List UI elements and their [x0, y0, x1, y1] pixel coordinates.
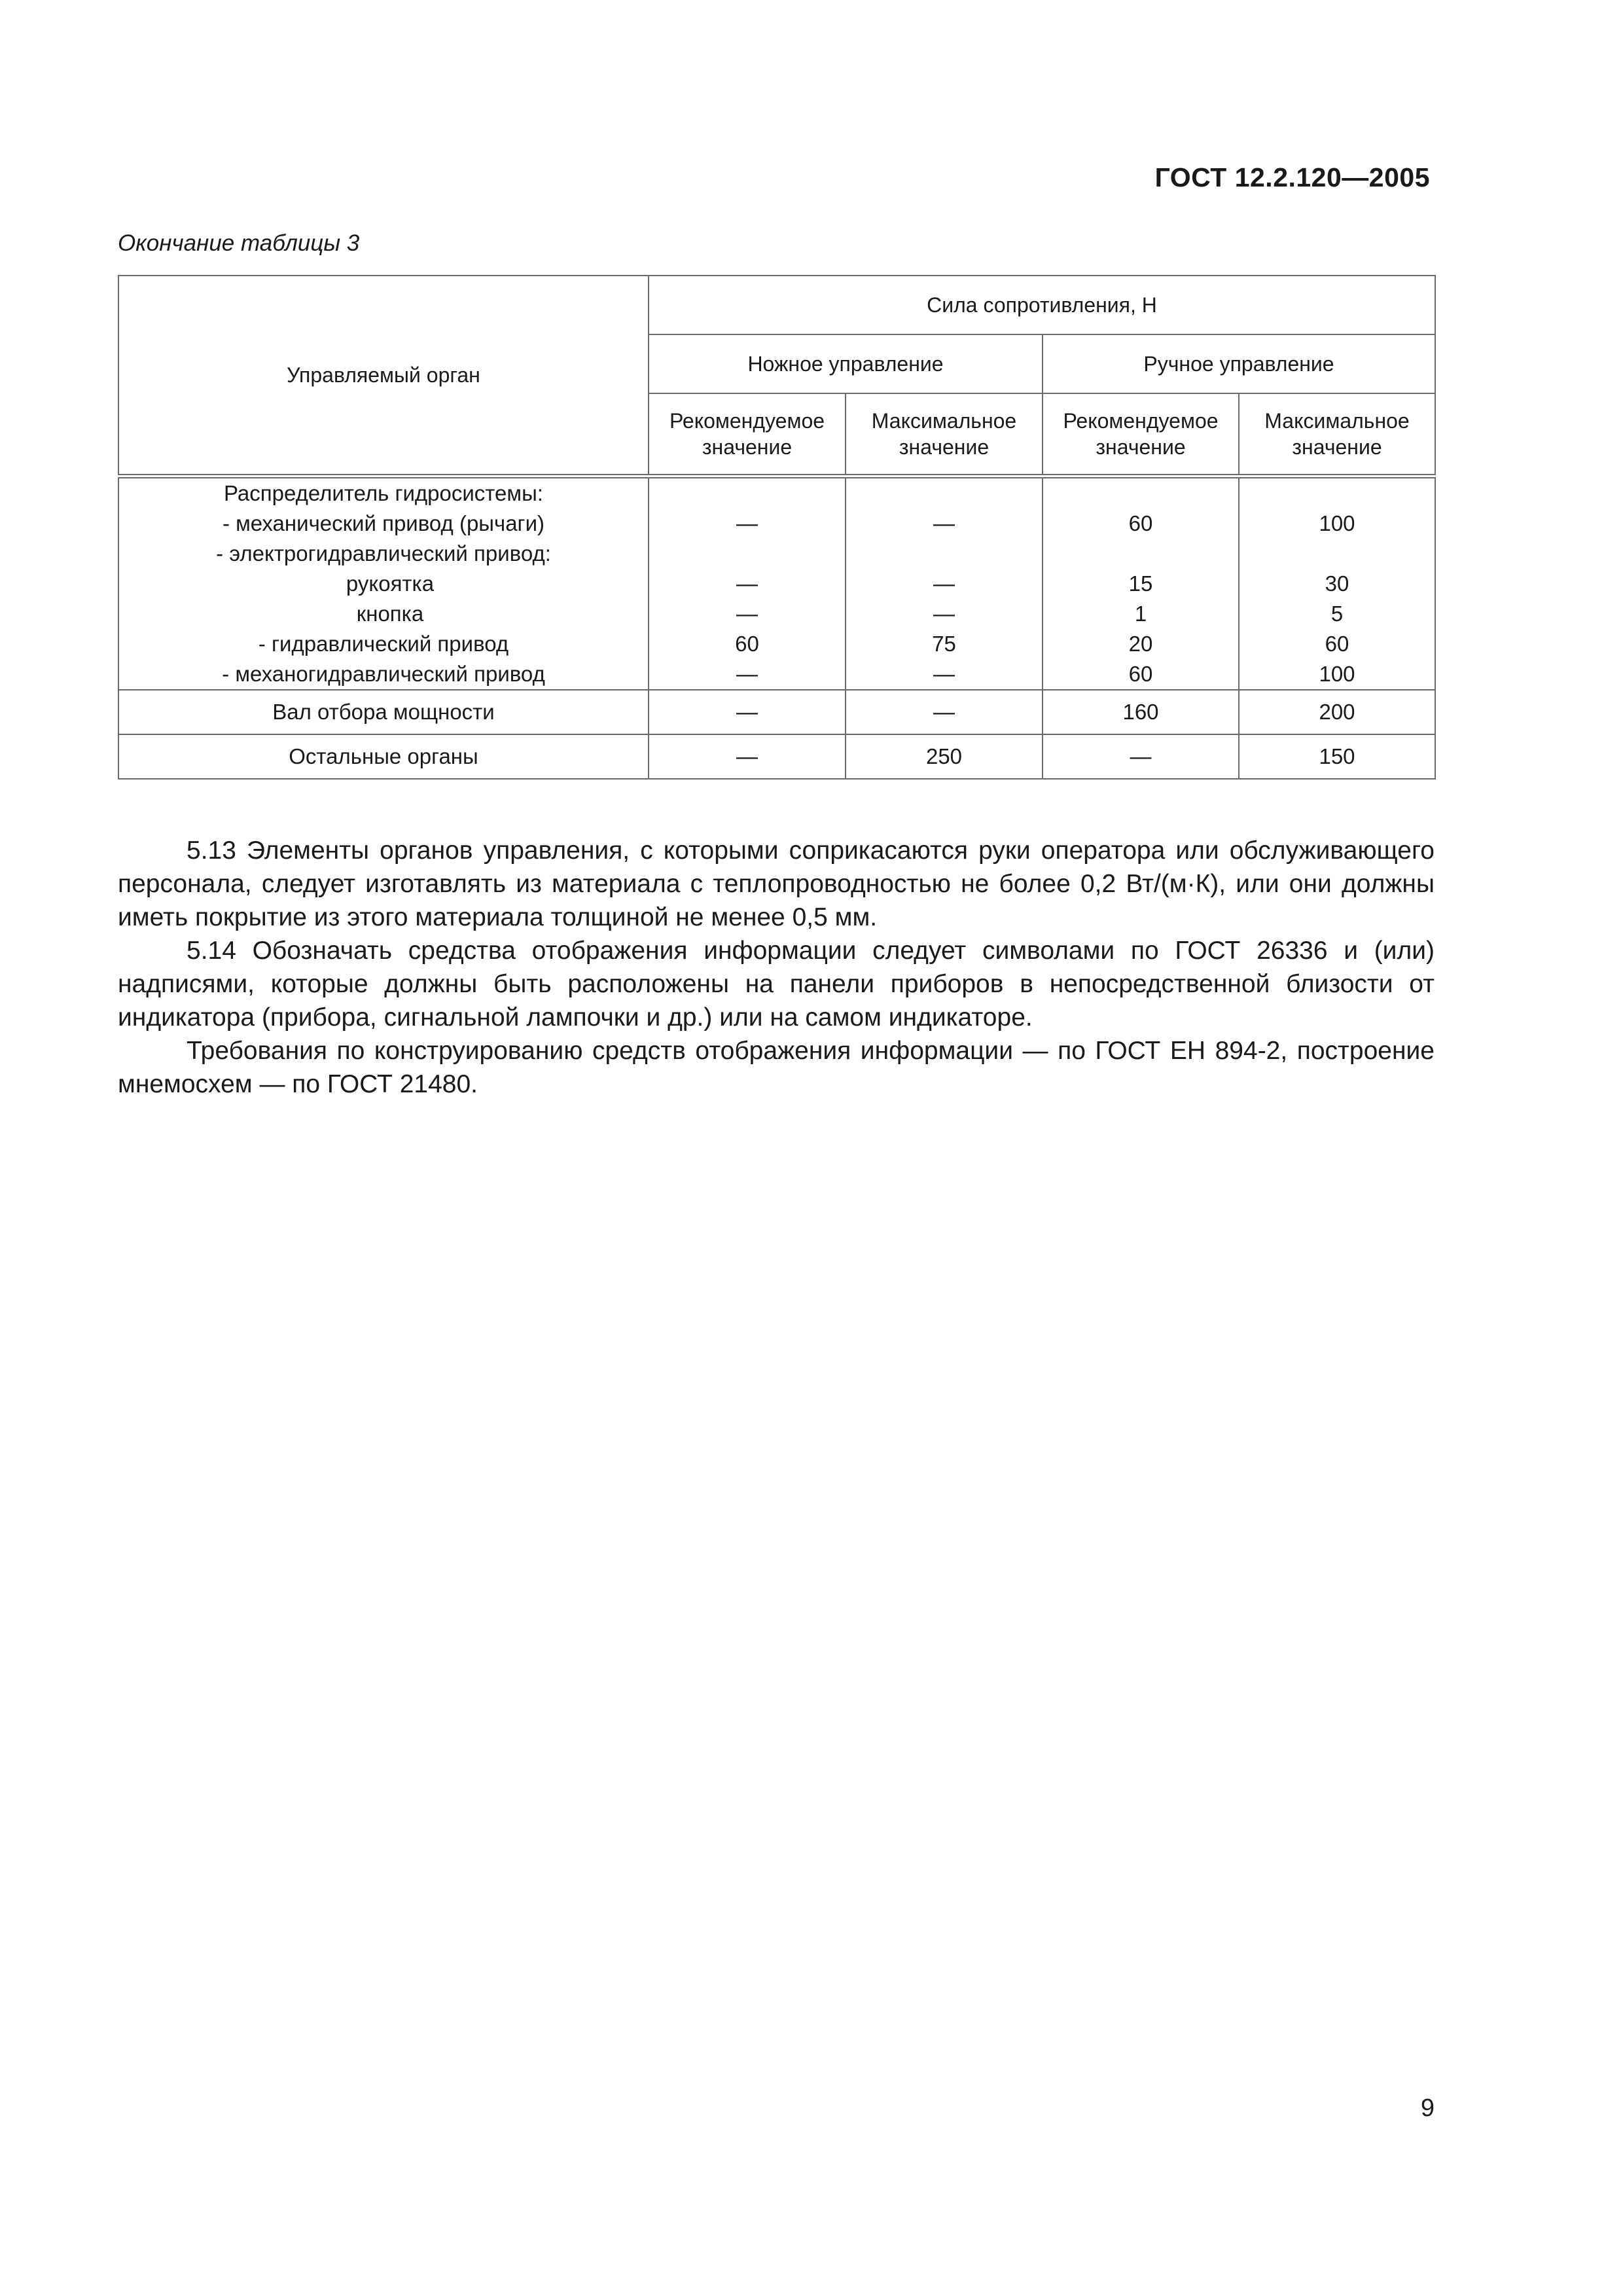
- cell-hand-maximum: 150: [1239, 734, 1435, 779]
- row-other-organs: Остальные органы: [118, 734, 649, 779]
- table-row: [118, 734, 1435, 779]
- paragraph-5-14: 5.14 Обозначать средства отображения информации следует символами по ГОСТ 26336 и (или) надписями, которые должны быть расположены на панели приборов в непосредственной близости от индикатора (прибора, сигнальной лампочки и др.) или на самом индикаторе.: [118, 937, 1435, 1031]
- header-foot-control: Ножное управление: [649, 334, 1043, 393]
- cell-foot-recommended: —: [649, 690, 846, 734]
- row-hydraulic-distributor: Распределитель гидросистемы: - механический привод (рычаги) - электрогидравлический привод: рукоятка кнопка - гидравлический привод - механогидравлический привод: [118, 476, 649, 690]
- cell-hand-maximum: 200: [1239, 690, 1435, 734]
- table-row: [118, 690, 1435, 734]
- cell-foot-maximum: —: [846, 690, 1043, 734]
- header-hand-recommended: Рекомендуемое значение: [1043, 393, 1239, 476]
- page-number: 9: [1420, 2094, 1435, 2122]
- header-hand-maximum: Максимальное значение: [1239, 393, 1435, 476]
- cell-foot-maximum: — — — 75 —: [846, 476, 1043, 690]
- cell-hand-recommended: 160: [1043, 690, 1239, 734]
- cell-hand-maximum: 100 30 5 60 100: [1239, 476, 1435, 690]
- paragraph-display-requirements: Требования по конструированию средств отображения информации — по ГОСТ ЕН 894-2, построение мнемосхем — по ГОСТ 21480.: [118, 1037, 1435, 1098]
- header-controlled-organ: Управляемый орган: [118, 276, 649, 476]
- header-foot-maximum: Максимальное значение: [846, 393, 1043, 476]
- cell-foot-recommended: — — — 60 —: [649, 476, 846, 690]
- resistance-force-table: [118, 275, 1436, 780]
- standard-code: ГОСТ 12.2.120—2005: [1154, 162, 1430, 192]
- header-foot-recommended: Рекомендуемое значение: [649, 393, 846, 476]
- header-resistance-force: Сила сопротивления, Н: [649, 276, 1435, 334]
- table-caption: Окончание таблицы 3: [118, 230, 360, 256]
- row-pto-shaft: Вал отбора мощности: [118, 690, 649, 734]
- table-row: [118, 476, 1435, 690]
- header-hand-control: Ручное управление: [1043, 334, 1435, 393]
- paragraph-5-13: 5.13 Элементы органов управления, с которыми соприкасаются руки оператора или обслуживающего персонала, следует изготавлять из материала с теплопроводностью не более 0,2 Вт/(м·К), или они должны иметь покрытие из этого материала толщиной не менее 0,5 мм.: [118, 836, 1435, 931]
- cell-foot-maximum: 250: [846, 734, 1043, 779]
- cell-hand-recommended: —: [1043, 734, 1239, 779]
- cell-hand-recommended: 60 15 1 20 60: [1043, 476, 1239, 690]
- cell-foot-recommended: —: [649, 734, 846, 779]
- body-text: [118, 834, 1435, 1101]
